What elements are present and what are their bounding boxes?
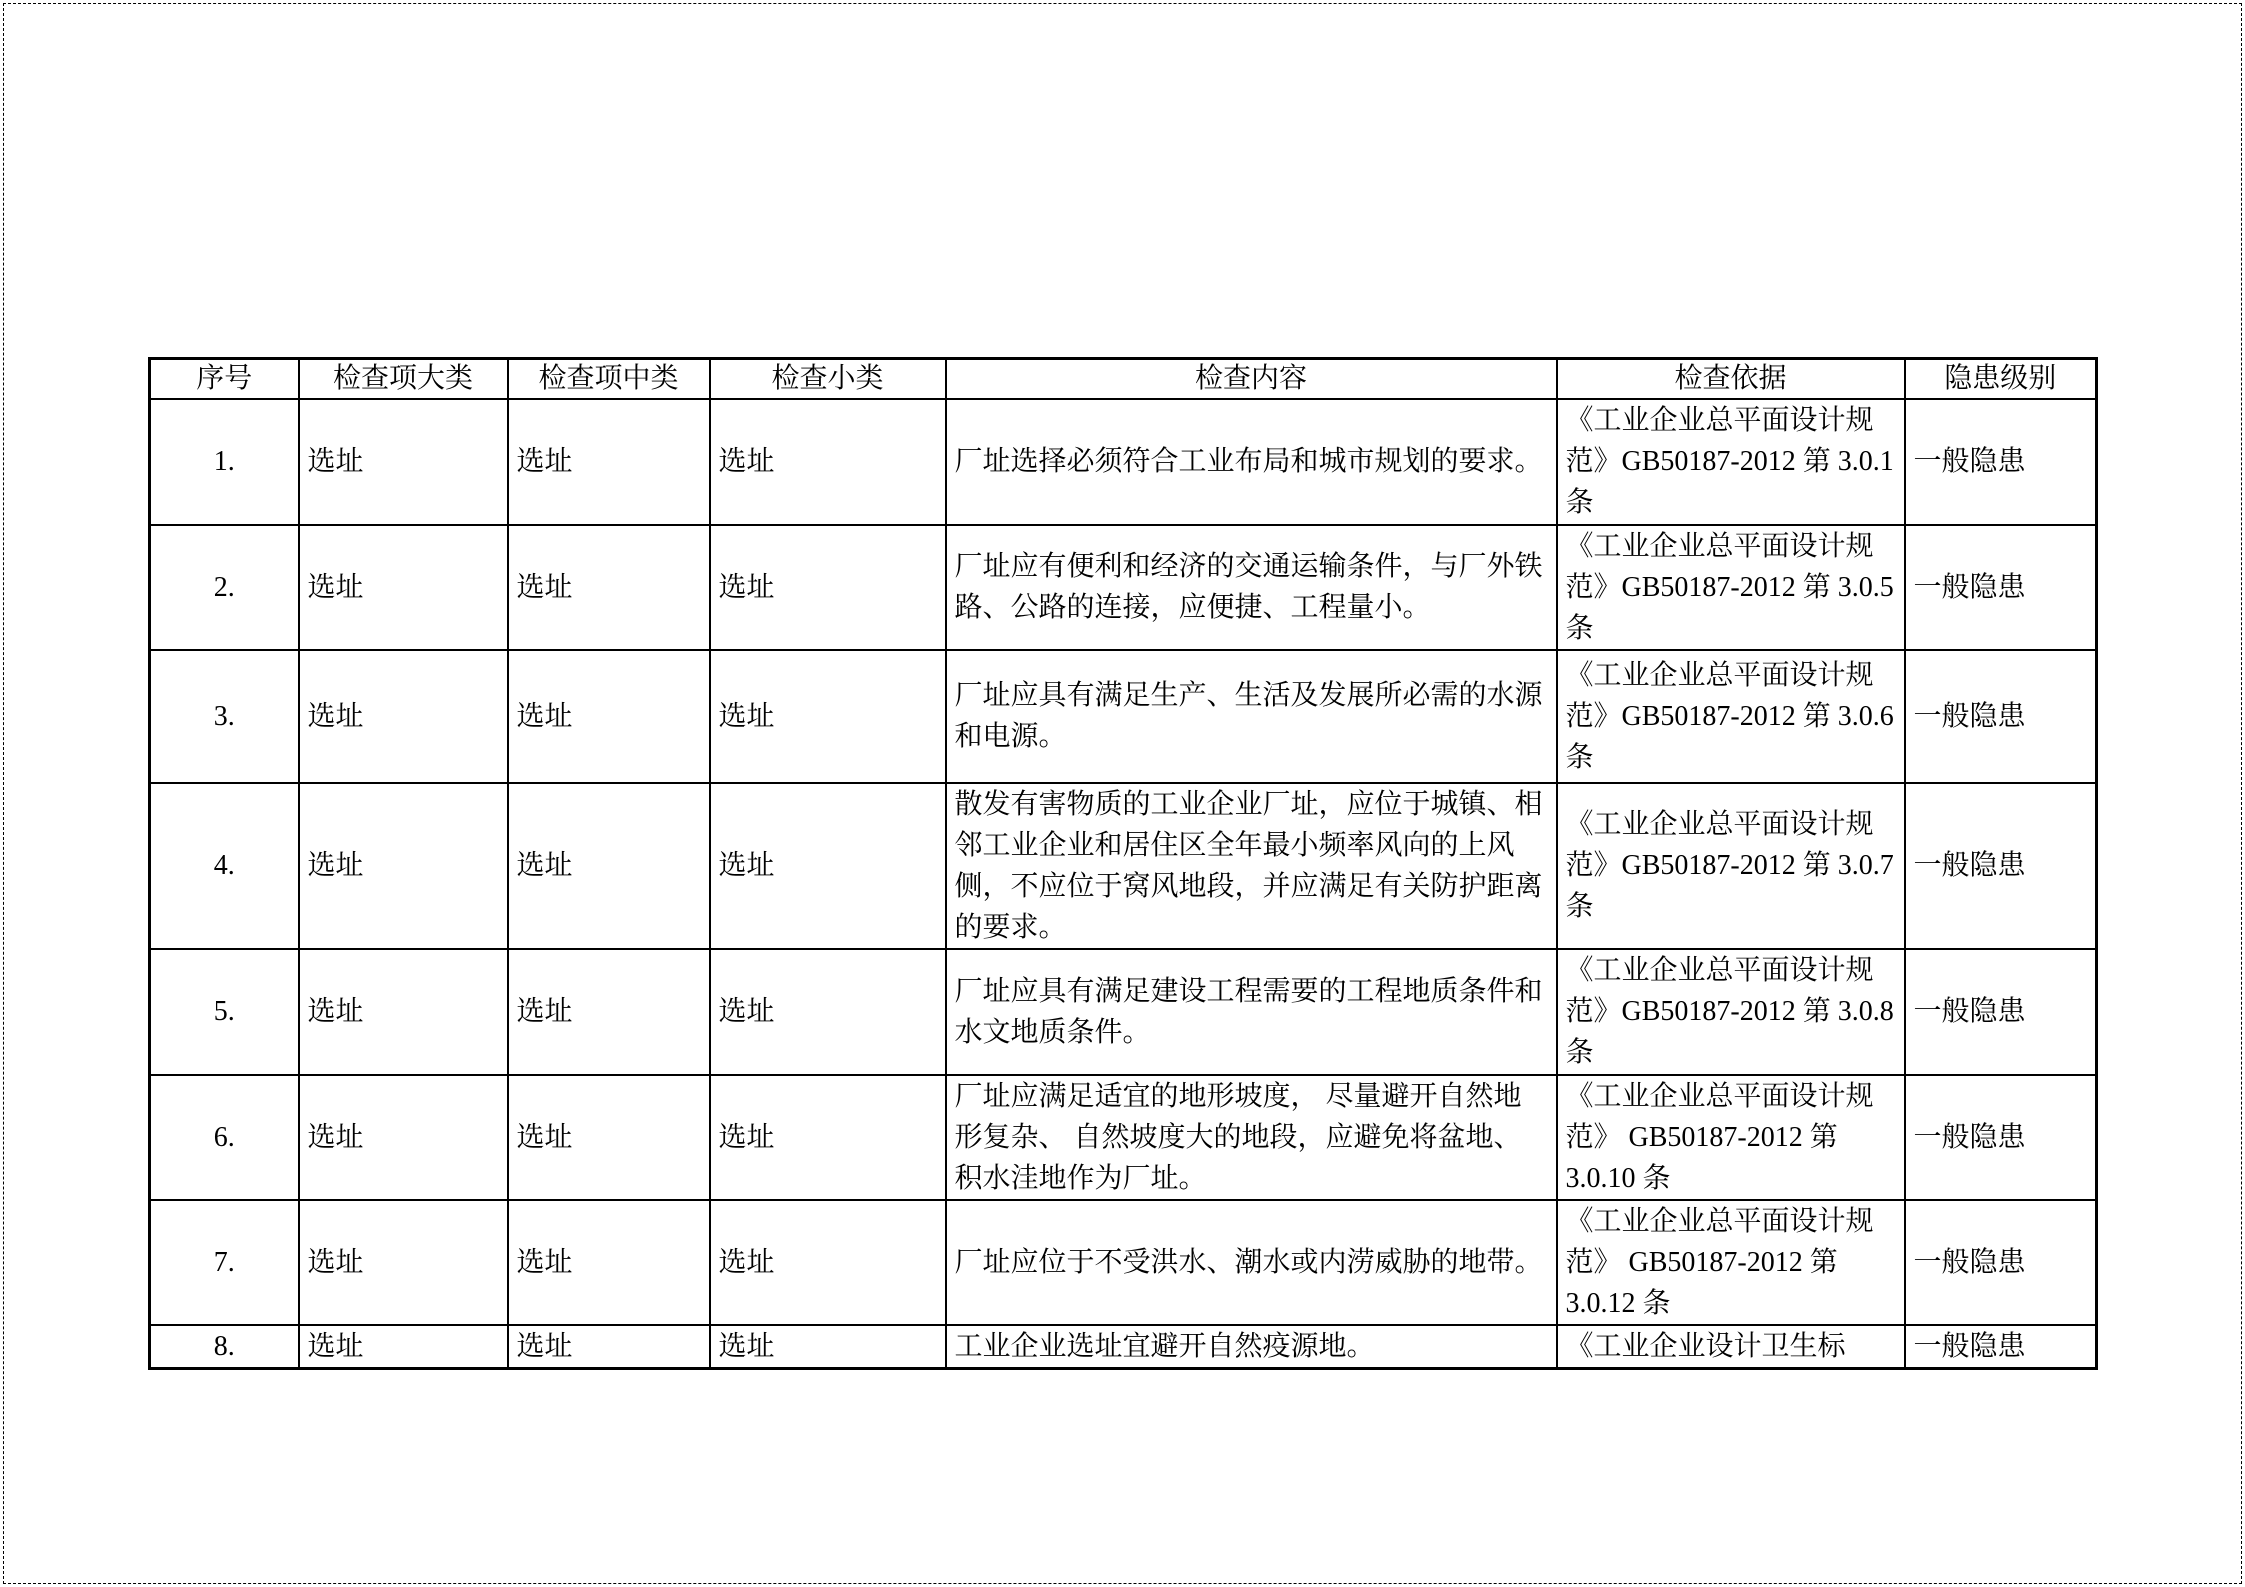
inspection-checklist-table — [148, 357, 2098, 1370]
column-header-seq: 序号 — [150, 359, 299, 399]
cell-hazard-level: 一般隐患 — [1905, 399, 2097, 525]
cell-seq: 2. — [150, 525, 299, 650]
cell-major-category: 选址 — [299, 949, 508, 1075]
cell-basis: 《工业企业总平面设计规范》 GB50187-2012 第 3.0.12 条 — [1557, 1200, 1905, 1325]
cell-hazard-level: 一般隐患 — [1905, 1200, 2097, 1325]
column-header-middle-category: 检查项中类 — [508, 359, 710, 399]
cell-seq: 3. — [150, 650, 299, 783]
table-row — [150, 783, 2097, 949]
cell-basis: 《工业企业总平面设计规范》GB50187-2012 第 3.0.8 条 — [1557, 949, 1905, 1075]
cell-content: 厂址应满足适宜的地形坡度， 尽量避开自然地形复杂、 自然坡度大的地段，应避免将盆地、积水洼地作为厂址。 — [946, 1075, 1557, 1200]
cell-minor-category: 选址 — [710, 783, 946, 949]
cell-basis: 《工业企业总平面设计规范》GB50187-2012 第 3.0.7 条 — [1557, 783, 1905, 949]
cell-middle-category: 选址 — [508, 949, 710, 1075]
cell-seq: 6. — [150, 1075, 299, 1200]
cell-middle-category: 选址 — [508, 783, 710, 949]
cell-seq: 7. — [150, 1200, 299, 1325]
cell-minor-category: 选址 — [710, 1200, 946, 1325]
cell-minor-category: 选址 — [710, 650, 946, 783]
cell-basis: 《工业企业总平面设计规范》GB50187-2012 第 3.0.1 条 — [1557, 399, 1905, 525]
cell-hazard-level: 一般隐患 — [1905, 650, 2097, 783]
column-header-content: 检查内容 — [946, 359, 1557, 399]
cell-minor-category: 选址 — [710, 1325, 946, 1369]
cell-basis: 《工业企业设计卫生标 — [1557, 1325, 1905, 1369]
cell-content: 厂址应具有满足生产、生活及发展所必需的水源和电源。 — [946, 650, 1557, 783]
table-row — [150, 399, 2097, 525]
table-row — [150, 525, 2097, 650]
cell-seq: 5. — [150, 949, 299, 1075]
cell-content: 散发有害物质的工业企业厂址，应位于城镇、相邻工业企业和居住区全年最小频率风向的上风侧，不应位于窝风地段，并应满足有关防护距离的要求。 — [946, 783, 1557, 949]
column-header-basis: 检查依据 — [1557, 359, 1905, 399]
cell-minor-category: 选址 — [710, 949, 946, 1075]
cell-seq: 4. — [150, 783, 299, 949]
cell-basis: 《工业企业总平面设计规范》GB50187-2012 第 3.0.6 条 — [1557, 650, 1905, 783]
cell-middle-category: 选址 — [508, 1075, 710, 1200]
column-header-minor-category: 检查小类 — [710, 359, 946, 399]
table-row — [150, 1075, 2097, 1200]
cell-hazard-level: 一般隐患 — [1905, 949, 2097, 1075]
cell-major-category: 选址 — [299, 783, 508, 949]
cell-major-category: 选址 — [299, 525, 508, 650]
cell-middle-category: 选址 — [508, 525, 710, 650]
cell-middle-category: 选址 — [508, 1325, 710, 1369]
table-row — [150, 650, 2097, 783]
cell-major-category: 选址 — [299, 399, 508, 525]
cell-content: 厂址应具有满足建设工程需要的工程地质条件和水文地质条件。 — [946, 949, 1557, 1075]
cell-major-category: 选址 — [299, 1325, 508, 1369]
cell-hazard-level: 一般隐患 — [1905, 525, 2097, 650]
cell-basis: 《工业企业总平面设计规范》GB50187-2012 第 3.0.5 条 — [1557, 525, 1905, 650]
cell-content: 厂址应有便利和经济的交通运输条件，与厂外铁路、公路的连接，应便捷、工程量小。 — [946, 525, 1557, 650]
table-header-row — [150, 359, 2097, 399]
cell-seq: 1. — [150, 399, 299, 525]
cell-hazard-level: 一般隐患 — [1905, 783, 2097, 949]
cell-minor-category: 选址 — [710, 1075, 946, 1200]
cell-hazard-level: 一般隐患 — [1905, 1075, 2097, 1200]
cell-major-category: 选址 — [299, 650, 508, 783]
cell-content: 工业企业选址宜避开自然疫源地。 — [946, 1325, 1557, 1369]
cell-hazard-level: 一般隐患 — [1905, 1325, 2097, 1369]
cell-minor-category: 选址 — [710, 525, 946, 650]
cell-minor-category: 选址 — [710, 399, 946, 525]
cell-basis: 《工业企业总平面设计规范》 GB50187-2012 第 3.0.10 条 — [1557, 1075, 1905, 1200]
table-row — [150, 1325, 2097, 1369]
cell-major-category: 选址 — [299, 1200, 508, 1325]
cell-content: 厂址选择必须符合工业布局和城市规划的要求。 — [946, 399, 1557, 525]
cell-middle-category: 选址 — [508, 399, 710, 525]
column-header-major-category: 检查项大类 — [299, 359, 508, 399]
cell-content: 厂址应位于不受洪水、潮水或内涝威胁的地带。 — [946, 1200, 1557, 1325]
cell-seq: 8. — [150, 1325, 299, 1369]
table-row — [150, 1200, 2097, 1325]
cell-middle-category: 选址 — [508, 650, 710, 783]
cell-middle-category: 选址 — [508, 1200, 710, 1325]
cell-major-category: 选址 — [299, 1075, 508, 1200]
table-row — [150, 949, 2097, 1075]
column-header-hazard-level: 隐患级别 — [1905, 359, 2097, 399]
